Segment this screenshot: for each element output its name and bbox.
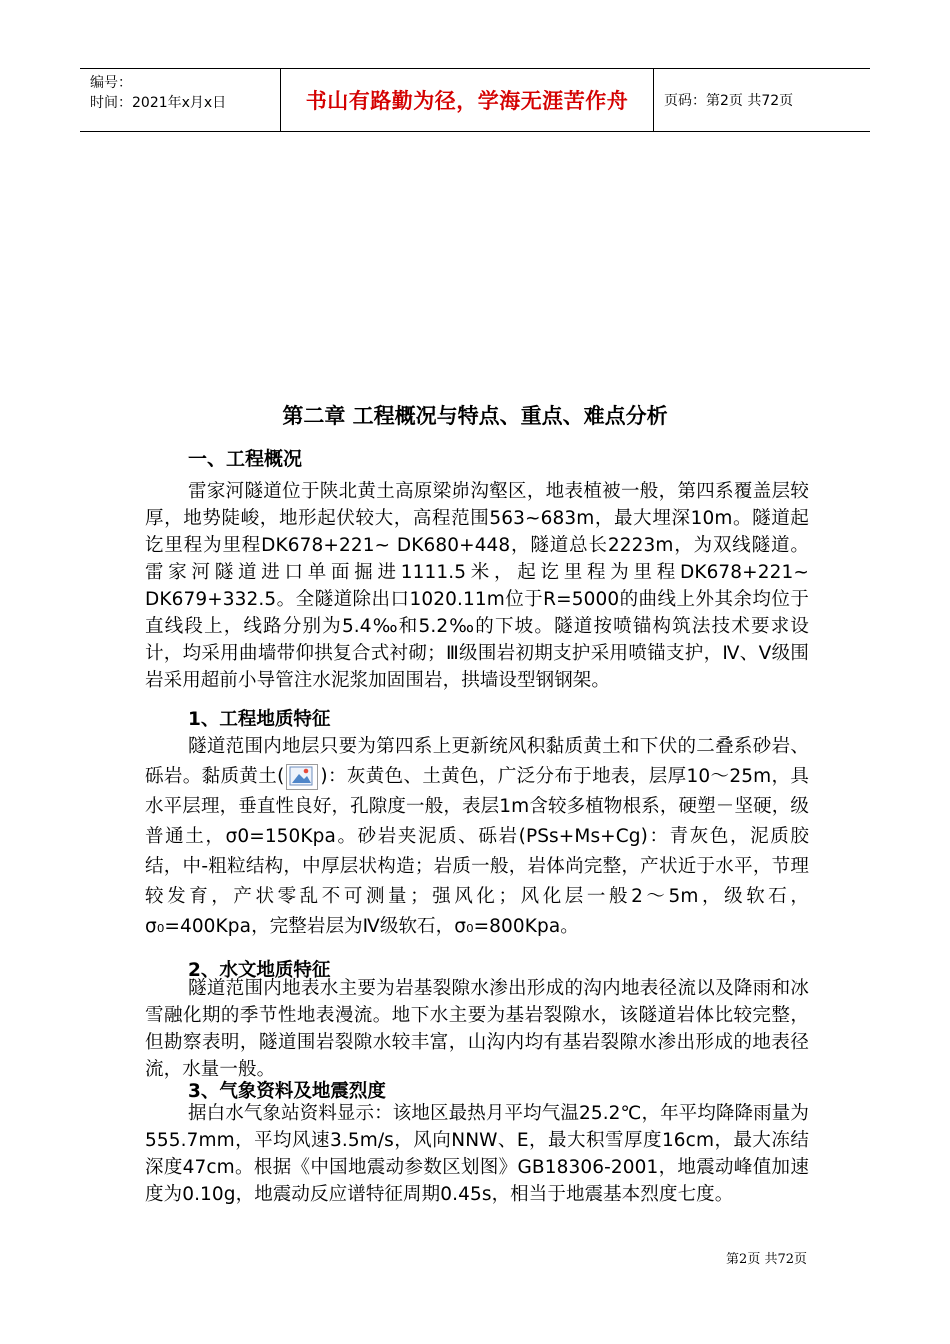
document-date-label: 时间：2021年x月x日 <box>90 95 227 111</box>
document-number-label: 编号： <box>90 75 132 91</box>
page-footer: 第2页 共72页 <box>726 1252 807 1267</box>
header-meta-cell <box>80 69 281 131</box>
paragraph-overview: 雷家河隧道位于陕北黄土高原梁峁沟壑区，地表植被一般，第四系覆盖层较厚，地势陡峻，地形起伏较大，高程范围563~683m，最大埋深10m。隧道起讫里程为里程DK678+221~ DK680+448，隧道总长2223m，为双线隧道。雷家河隧道进口单面掘进1111.5米，起讫里程为里程DK678+221~ DK679+332.5。全隧道除出口1020.11m位于R=5000的曲线上外其余均位于直线段上，线路分别为5.4‰和5.2‰的下坡。隧道按喷锚构筑法技术要求设计，均采用曲墙带仰拱复合式衬砌；Ⅲ级围岩初期支护采用喷锚支护，Ⅳ、Ⅴ级围岩采用超前小导管注水泥浆加固围岩，拱墙设型钢钢架。 <box>145 481 809 691</box>
subsection-heading-geology: 1、工程地质特征 <box>188 709 331 730</box>
paragraph-climate: 据白水气象站资料显示：该地区最热月平均气温25.2℃，年平均降降雨量为555.7mm，平均风速3.5m/s，风向NNW、E，最大积雪厚度16cm，最大冻结深度47cm。根据《中国地震动参数区划图》GB18306-2001，地震动峰值加速度为0.10g，地震动反应谱特征周期0.45s，相当于地震基本烈度七度。 <box>145 1103 809 1205</box>
broken-image-icon <box>286 764 318 790</box>
section-heading-overview: 一、工程概况 <box>188 448 303 470</box>
header-page-info: 页码：第2页 共72页 <box>664 93 794 109</box>
geology-text-part1: 隧道范围内地层只要为第四系上更新统风积黏质黄土和下伏的二叠系砂岩、砾岩。黏质黄土( <box>145 736 809 787</box>
subsection-heading-hydrology: 2、水文地质特征 <box>188 960 331 981</box>
paragraph-geology <box>145 732 809 942</box>
geology-text-part2: )：灰黄色、土黄色，广泛分布于地表，层厚10～25m，具水平层理，垂直性良好，孔隙度一般，表层1m含较多植物根系，硬塑－坚硬，级普通土，σ0=150Kpa。砂岩夹泥质、砾岩(PSs+Ms+Cg)：青灰色，泥质胶结，中-粗粒结构，中厚层状构造；岩质一般，岩体尚完整，产状近于水平，节理较发育，产状零乱不可测量；强风化；风化层一般2～5m，级软石，σ₀=400Kpa，完整岩层为Ⅳ级软石，σ₀=800Kpa。 <box>145 766 809 937</box>
paragraph-hydrology: 隧道范围内地表水主要为岩基裂隙水渗出形成的沟内地表径流以及降雨和冰雪融化期的季节性地表漫流。地下水主要为基岩裂隙水，该隧道岩体比较完整，但勘察表明，隧道围岩裂隙水较丰富，山沟内均有基岩裂隙水渗出形成的地表径流，水量一般。 <box>145 978 809 1080</box>
header-motto: 书山有路勤为径，学海无涯苦作舟 <box>281 69 654 131</box>
page-header <box>80 68 870 132</box>
chapter-title: 第二章 工程概况与特点、重点、难点分析 <box>282 404 668 428</box>
subsection-heading-climate: 3、气象资料及地震烈度 <box>188 1081 386 1102</box>
